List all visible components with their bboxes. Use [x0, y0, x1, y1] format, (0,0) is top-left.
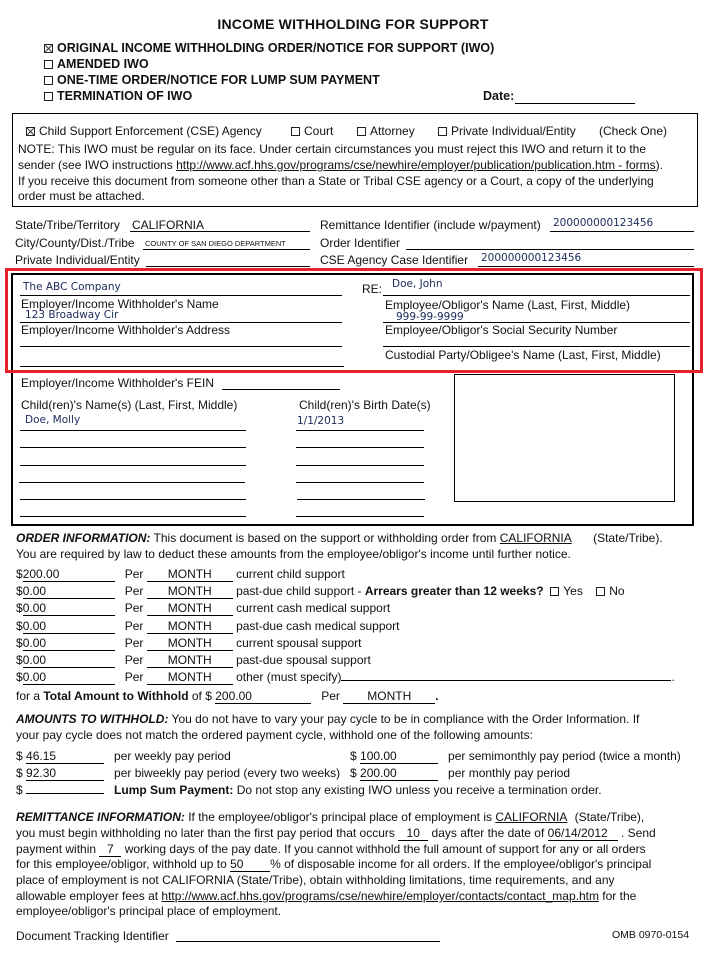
- child-birth-field-3[interactable]: [296, 465, 424, 466]
- order-row: $200.00 Per MONTH current child support: [16, 567, 345, 581]
- option-label: Child Support Enforcement (CSE) Agency: [39, 124, 262, 138]
- child-name-field-6[interactable]: [20, 516, 246, 517]
- period-field[interactable]: MONTH: [147, 567, 233, 582]
- fein-label: Employer/Income Withholder's FEIN: [21, 376, 215, 390]
- remittance-line-3: [16, 842, 646, 857]
- row-description: past-due child support -: [236, 584, 365, 598]
- checkbox-icon[interactable]: [357, 127, 366, 136]
- lump-sum-row: $ Lump Sum Payment: Do not stop any existing IWO unless you receive a termination order.: [16, 783, 602, 797]
- per-label: Per: [124, 670, 144, 684]
- checkbox-icon[interactable]: [44, 76, 53, 85]
- note-line-3: If you receive this document from someone other than a State or Tribal CSE agency or a Court, a copy of the underlying: [18, 174, 654, 188]
- checkbox-checked-icon[interactable]: [44, 44, 53, 53]
- total-text: for a: [16, 689, 44, 703]
- date-label: Date:: [483, 89, 515, 103]
- child-name-field-3[interactable]: [20, 465, 246, 466]
- remittance-text: days after the date of: [428, 826, 548, 840]
- monthly-row: $ 200.00 per monthly pay period: [350, 766, 571, 780]
- semimonthly-amount-field[interactable]: 100.00: [360, 749, 438, 764]
- weekly-row: $ 46.15 per weekly pay period: [16, 749, 231, 763]
- re-label: RE:: [362, 282, 383, 296]
- arrears-no-label: No: [609, 584, 625, 598]
- semimonthly-row: $ 100.00 per semimonthly pay period (twice a month): [350, 749, 681, 763]
- employer-name-value: The ABC Company: [23, 281, 121, 293]
- remittance-text: payment within: [16, 842, 100, 856]
- row-description: current child support: [236, 567, 345, 581]
- amount-field[interactable]: 0.00: [23, 584, 115, 599]
- order-row: $0.00 Per MONTH past-due spousal support: [16, 653, 371, 667]
- order-info-text: (State/Tribe).: [589, 531, 663, 545]
- period-field[interactable]: MONTH: [147, 653, 233, 668]
- sender-court[interactable]: [291, 124, 333, 138]
- sender-private[interactable]: [438, 124, 576, 138]
- other-specify-field[interactable]: [341, 680, 671, 681]
- option-label: Court: [304, 124, 334, 138]
- total-text: of $: [188, 689, 216, 703]
- row-description: current spousal support: [236, 636, 362, 650]
- per-label: Per: [124, 619, 144, 633]
- biweekly-amount-field[interactable]: 92.30: [26, 766, 104, 781]
- ssn-value: 999-99-9999: [396, 311, 464, 323]
- state-label: State/Tribe/Territory: [15, 218, 120, 232]
- custodial-party-label: Custodial Party/Obligee's Name (Last, First, Middle): [385, 348, 661, 362]
- amount-field[interactable]: 200.00: [23, 567, 115, 582]
- option-label: Attorney: [370, 124, 415, 138]
- amounts-line-1: [16, 712, 639, 726]
- order-id-label: Order Identifier: [320, 236, 401, 250]
- period-field[interactable]: MONTH: [147, 636, 233, 651]
- option-label: ONE-TIME ORDER/NOTICE FOR LUMP SUM PAYMENT: [57, 73, 380, 87]
- private-label: Private Individual/Entity: [15, 253, 140, 267]
- employee-name-value: Doe, John: [392, 278, 443, 290]
- amount-field[interactable]: 0.00: [23, 636, 115, 651]
- remittance-line-7: employee/obligor's principal place of employment.: [16, 904, 282, 918]
- remittance-text: you must begin withholding no later than the first pay period that occurs: [16, 826, 399, 840]
- employee-name-label: Employee/Obligor's Name (Last, First, Middle): [385, 298, 631, 312]
- child-name-field-1[interactable]: [20, 430, 246, 431]
- order-row: $0.00 Per MONTH current cash medical support: [16, 601, 391, 615]
- checkbox-icon[interactable]: [44, 60, 53, 69]
- lump-sum-text: Do not stop any existing IWO unless you receive a termination order.: [233, 783, 602, 797]
- child-name-field-4[interactable]: [19, 482, 245, 483]
- remittance-text: % of disposable income for all orders. If the employee/obligor's principal: [270, 857, 652, 871]
- biweekly-label: per biweekly pay period (every two weeks): [114, 766, 341, 780]
- order-row: $0.00 Per MONTH other (must specify) .: [16, 670, 675, 684]
- per-label: Per: [124, 584, 144, 598]
- order-id-field[interactable]: [406, 249, 694, 250]
- remittance-id-label: Remittance Identifier (include w/payment): [320, 218, 541, 232]
- option-label: Private Individual/Entity: [451, 124, 576, 138]
- child-name-field-2[interactable]: [20, 447, 246, 448]
- sender-attorney[interactable]: [357, 124, 415, 138]
- remittance-id-field[interactable]: [550, 231, 694, 232]
- employer-address-label: Employer/Income Withholder's Address: [21, 323, 231, 337]
- remittance-id-value: 200000000123456: [553, 217, 654, 229]
- child-birth-field-1[interactable]: [296, 430, 424, 431]
- per-label: Per: [124, 636, 144, 650]
- remittance-days-field[interactable]: 10: [398, 826, 428, 841]
- arrears-yes-checkbox-icon[interactable]: [550, 587, 559, 596]
- total-period-field[interactable]: MONTH: [343, 689, 435, 704]
- amounts-text: You do not have to vary your pay cycle to be in compliance with the Order Information. If: [168, 712, 640, 726]
- omb-number: OMB 0970-0154: [612, 929, 690, 941]
- arrears-no-checkbox-icon[interactable]: [596, 587, 605, 596]
- child-birth-field-2[interactable]: [296, 447, 424, 448]
- order-row: $0.00 Per MONTH past-due child support - Arrears greater than 12 weeks? Yes No: [16, 584, 625, 598]
- order-info-line-2: You are required by law to deduct these amounts from the employee/obligor's income until further notice.: [16, 547, 571, 561]
- remittance-text: working days of the pay date. If you cannot withhold the full amount of support for any or all orders: [121, 842, 646, 856]
- row-description: past-due spousal support: [236, 653, 371, 667]
- lump-sum-label: Lump Sum Payment:: [114, 783, 234, 797]
- note-line-4: order must be attached.: [18, 189, 145, 203]
- period-field[interactable]: MONTH: [147, 670, 233, 685]
- city-value: COUNTY OF SAN DIEGO DEPARTMENT: [145, 239, 286, 248]
- form-title: INCOME WITHHOLDING FOR SUPPORT: [217, 16, 489, 32]
- remittance-text: . Send: [617, 826, 656, 840]
- case-id-value: 200000000123456: [481, 252, 582, 264]
- remittance-date-field[interactable]: 06/14/2012: [548, 826, 618, 841]
- date-field[interactable]: [515, 103, 635, 104]
- arrears-yes-label: Yes: [563, 584, 583, 598]
- child-birth-field-5[interactable]: [297, 499, 425, 500]
- per-label: Per: [321, 689, 340, 703]
- amounts-heading: AMOUNTS TO WITHHOLD:: [16, 712, 169, 726]
- employer-name-label: Employer/Income Withholder's Name: [21, 297, 219, 311]
- remittance-text: for the: [598, 889, 637, 903]
- biweekly-row: $ 92.30 per biweekly pay period (every two weeks): [16, 766, 341, 780]
- remittance-text: for this employee/obligor, withhold up to: [16, 857, 231, 871]
- remittance-line-5: place of employment is not CALIFORNIA (State/Tribe), obtain withholding limitations, time requirements, and any: [16, 873, 615, 887]
- amounts-line-2: your pay cycle does not match the ordered payment cycle, withhold one of the following amounts:: [16, 728, 533, 742]
- child-name-field-5[interactable]: [20, 499, 246, 500]
- order-info-line-1: [16, 531, 663, 545]
- row-description: other (must specify): [236, 670, 342, 684]
- option-label: TERMINATION OF IWO: [57, 89, 193, 103]
- amount-field[interactable]: 0.00: [23, 670, 115, 685]
- fein-field[interactable]: [222, 389, 340, 390]
- order-row: $0.00 Per MONTH current spousal support: [16, 636, 362, 650]
- remittance-text: If the employee/obligor's principal place of employment is: [184, 810, 496, 824]
- remittance-line-4: [16, 857, 651, 872]
- case-id-label: CSE Agency Case Identifier: [320, 253, 469, 267]
- child-birth-value: 1/1/2013: [297, 415, 345, 427]
- semimonthly-label: per semimonthly pay period (twice a month): [448, 749, 681, 763]
- check-one-hint: (Check One): [599, 124, 668, 138]
- period-field[interactable]: MONTH: [147, 619, 233, 634]
- weekly-amount-field[interactable]: 46.15: [26, 749, 104, 764]
- note-text: ).: [655, 158, 663, 172]
- monthly-amount-field[interactable]: 200.00: [360, 766, 438, 781]
- city-label: City/County/Dist./Tribe: [15, 236, 135, 250]
- sender-cse-agency[interactable]: [26, 124, 262, 138]
- tracking-id-label: Document Tracking Identifier: [16, 929, 169, 943]
- total-label: Total Amount to Withhold: [43, 689, 189, 703]
- note-line-1: NOTE: This IWO must be regular on its face. Under certain circumstances you must reject this IWO and return it to the: [18, 142, 647, 156]
- checkbox-icon[interactable]: [44, 92, 53, 101]
- option-label: ORIGINAL INCOME WITHHOLDING ORDER/NOTICE FOR SUPPORT (IWO): [57, 41, 495, 55]
- city-field[interactable]: [143, 249, 310, 250]
- note-line-2: [18, 158, 663, 172]
- per-label: Per: [124, 601, 144, 615]
- note-text: sender (see IWO instructions: [18, 158, 177, 172]
- total-amount-field[interactable]: 200.00: [215, 689, 311, 704]
- order-info-text: This document is based on the support or withholding order from: [150, 531, 500, 545]
- weekly-label: per weekly pay period: [114, 749, 231, 763]
- option-label: AMENDED IWO: [57, 57, 149, 71]
- tracking-id-field[interactable]: [176, 941, 440, 942]
- per-label: Per: [124, 567, 144, 581]
- child-birth-field-4[interactable]: [296, 482, 424, 483]
- arrears-label: Arrears greater than 12 weeks?: [364, 584, 544, 598]
- remittance-heading: REMITTANCE INFORMATION:: [16, 810, 185, 824]
- remittance-state-field[interactable]: CALIFORNIA: [495, 810, 568, 824]
- checkbox-icon[interactable]: [291, 127, 300, 136]
- children-birthdates-label: Child(ren)'s Birth Date(s): [299, 398, 431, 412]
- employer-address-value: 123 Broadway Cir: [25, 309, 119, 321]
- order-row: $0.00 Per MONTH past-due cash medical support: [16, 619, 400, 633]
- children-names-label: Child(ren)'s Name(s) (Last, First, Middle): [21, 398, 238, 412]
- per-label: Per: [124, 653, 144, 667]
- monthly-label: per monthly pay period: [448, 766, 571, 780]
- lump-sum-amount-field[interactable]: [26, 793, 104, 794]
- contact-map-link[interactable]: http://www.acf.hhs.gov/programs/cse/newhire/employer/contacts/contact_map.htm: [161, 889, 599, 903]
- remittance-line-2: [16, 826, 656, 841]
- option-termination[interactable]: [44, 89, 192, 103]
- amount-field[interactable]: 0.00: [23, 653, 115, 668]
- child-birth-field-6[interactable]: [296, 516, 424, 517]
- case-id-field[interactable]: [478, 266, 694, 267]
- remittance-line-1: [16, 810, 644, 824]
- checkbox-checked-icon[interactable]: [26, 127, 35, 136]
- period-field[interactable]: MONTH: [147, 584, 233, 599]
- order-state-value[interactable]: CALIFORNIA: [499, 531, 572, 545]
- remittance-text: allowable employer fees at: [16, 889, 162, 903]
- option-one-time-order[interactable]: [44, 73, 380, 87]
- private-field[interactable]: [146, 266, 310, 267]
- remittance-text: (State/Tribe),: [571, 810, 645, 824]
- amount-field[interactable]: 0.00: [23, 601, 115, 616]
- total-row: for a Total Amount to Withhold of $ 200.00 Per MONTH .: [16, 689, 439, 703]
- row-description: current cash medical support: [236, 601, 391, 615]
- remittance-percent-field[interactable]: 50: [230, 857, 270, 872]
- remittance-working-days-field[interactable]: 7: [99, 842, 121, 857]
- ssn-label: Employee/Obligor's Social Security Number: [385, 323, 618, 337]
- iwo-instructions-link[interactable]: http://www.acf.hhs.gov/programs/cse/newhire/employer/publication/publication.htm - forms: [176, 158, 656, 172]
- child-name-value: Doe, Molly: [25, 414, 81, 426]
- state-value: CALIFORNIA: [132, 218, 205, 232]
- amount-field[interactable]: 0.00: [23, 619, 115, 634]
- period-field[interactable]: MONTH: [147, 601, 233, 616]
- highlight-rectangle: [5, 268, 703, 373]
- additional-children-box[interactable]: [454, 374, 675, 502]
- option-amended-iwo[interactable]: [44, 57, 149, 71]
- option-original-iwo[interactable]: [44, 41, 494, 55]
- remittance-line-6: [16, 889, 636, 903]
- checkbox-icon[interactable]: [438, 127, 447, 136]
- order-info-heading: ORDER INFORMATION:: [16, 531, 151, 545]
- row-description: past-due cash medical support: [236, 619, 400, 633]
